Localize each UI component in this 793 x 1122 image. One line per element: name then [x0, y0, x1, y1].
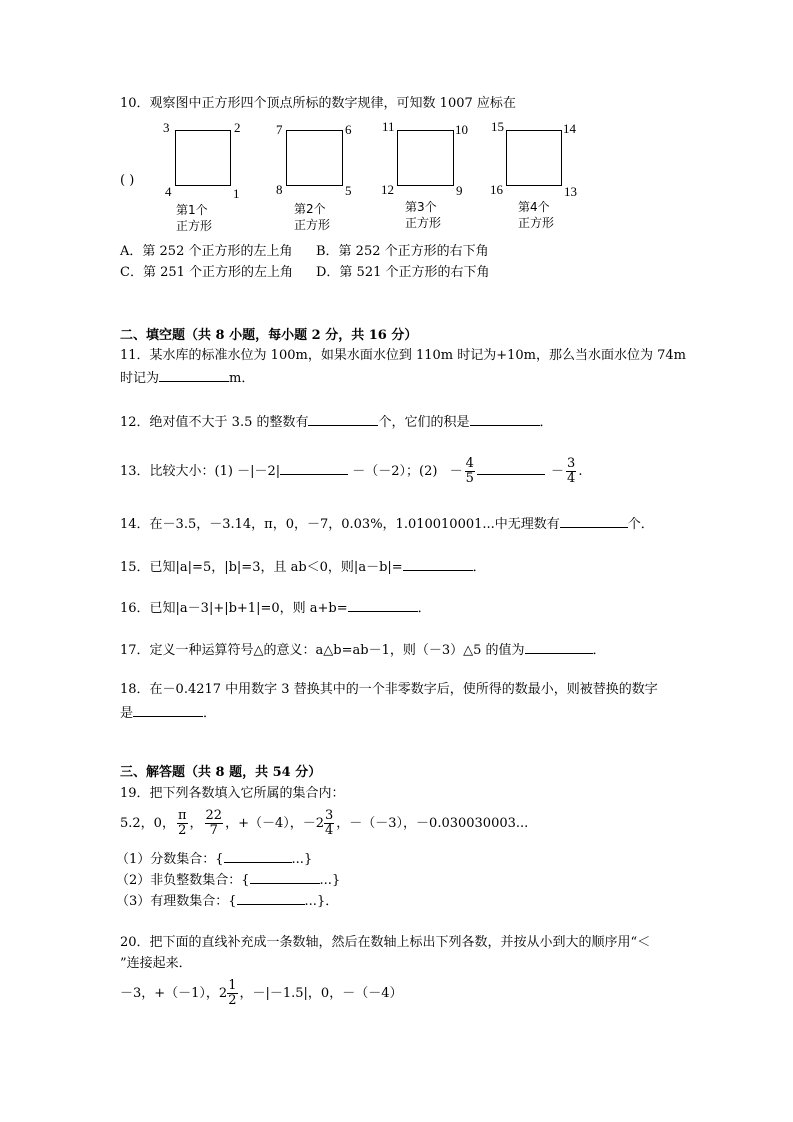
square-2-bottom-right: 5: [345, 183, 352, 198]
q12-blank-2[interactable]: [470, 411, 540, 426]
q19-7-denominator: 7: [209, 823, 218, 838]
q19-set1-suffix: ...}: [291, 852, 313, 867]
q13-fraction-1: [465, 457, 475, 486]
q19-list-part-a: 5.2，0，: [120, 816, 175, 831]
q18-line1: 18．在－0.4217 中用数字 3 替换其中的一个非零数字后，使所得的数最小，则被替换的数字: [120, 682, 658, 697]
q16-suffix: ．: [417, 601, 431, 616]
q20-list-part-a: －3，+（－1），2: [120, 986, 228, 1001]
q19-mixed-numerator: 3: [325, 808, 334, 823]
q19-list-part-b: ，+（－4），－2: [225, 816, 324, 831]
q11-answer-blank[interactable]: [159, 367, 229, 382]
square-4-top-right: 14: [563, 121, 576, 136]
q15-suffix: ．: [472, 560, 486, 575]
q13-blank-1[interactable]: [280, 460, 348, 475]
square-1: [175, 130, 231, 186]
q20-mixed-numerator: 1: [228, 978, 237, 993]
q20-number-list: [120, 975, 402, 1013]
q19-stem: 19．把下列各数填入它所属的集合内：: [120, 786, 345, 801]
q19-set1-prefix: （1）分数集合：{: [116, 852, 224, 867]
q13-blank-2[interactable]: [477, 460, 545, 475]
q11-suffix: m．: [229, 371, 255, 386]
q16: [120, 597, 431, 618]
square-3-caption-line1: 第3个: [405, 200, 437, 214]
q15-blank[interactable]: [403, 556, 473, 571]
square-1-top-left: 3: [163, 120, 170, 135]
square-2-caption-line2: 正方形: [294, 218, 331, 232]
q14: [120, 513, 654, 534]
q13-fraction-1-denominator: 5: [465, 471, 474, 486]
square-4-bottom-left: 16: [490, 182, 503, 197]
q19-set2-blank[interactable]: [250, 869, 320, 884]
square-3-caption-line2: 正方形: [405, 216, 442, 230]
q13-fraction-2-numerator: 3: [567, 456, 576, 471]
q19-22-over-7: [205, 809, 224, 838]
square-4-caption-line2: 正方形: [518, 216, 555, 230]
square-1-bottom-left: 4: [165, 184, 172, 199]
q15: [120, 556, 486, 577]
square-1-caption-line2: 正方形: [176, 219, 213, 233]
q11-line2: [120, 367, 254, 388]
q19-number-list: [120, 805, 528, 843]
square-4: [506, 130, 562, 186]
q12-blank-1[interactable]: [308, 411, 378, 426]
square-2-top-left: 7: [276, 122, 283, 137]
q19-set1-blank[interactable]: [224, 848, 292, 863]
section-2-title: 二、填空题（共 8 小题，每小题 2 分，共 16 分）: [120, 328, 418, 343]
q13-middle: －（－2）；(2): [352, 464, 438, 479]
q19-22-numerator: 22: [205, 808, 223, 823]
q19-set3-suffix: ...}．: [304, 894, 339, 909]
q19-set2-prefix: （2）非负整数集合：{: [116, 873, 250, 888]
q19-mixed-fraction: [324, 809, 334, 838]
q10-stem: 10．观察图中正方形四个顶点所标的数字规律，可知数 1007 应标在: [120, 96, 516, 111]
q19-set3-prefix: （3）有理数集合：{: [116, 894, 237, 909]
square-1-caption-line1: 第1个: [176, 203, 208, 217]
square-3-top-left: 11: [382, 119, 395, 134]
q19-list-part-c: ，－（－3），－0.030030003...: [336, 816, 529, 831]
q19-set-rationals: [116, 890, 338, 911]
square-3-bottom-right: 9: [456, 183, 463, 198]
q18-line2: [120, 702, 216, 723]
q19-pi-numerator: π: [177, 808, 187, 823]
q16-blank[interactable]: [348, 597, 418, 612]
q10-option-b: B．第 252 个正方形的右下角: [316, 244, 489, 259]
q19-set3-blank[interactable]: [237, 890, 305, 905]
q13-fraction-2-denominator: 4: [567, 471, 576, 486]
q12-middle: 个，它们的积是: [378, 415, 470, 430]
q18-blank[interactable]: [133, 702, 203, 717]
square-2-top-right: 6: [345, 122, 352, 137]
square-3-bottom-left: 12: [381, 182, 394, 197]
q14-prefix: 14．在－3.5，－3.14，π，0，－7，0.03%，1.010010001...中无理数有: [120, 517, 560, 532]
square-3-top-right: 10: [455, 122, 468, 137]
q19-set2-suffix: ...}: [319, 873, 341, 888]
q11-prefix: 时记为: [120, 371, 160, 386]
square-4-top-left: 15: [491, 119, 504, 134]
q17-suffix: ．: [592, 643, 606, 658]
q12-suffix: ．: [539, 415, 553, 430]
q13-fraction-1-numerator: 4: [465, 456, 474, 471]
square-2-caption-line1: 第2个: [294, 202, 326, 216]
square-4-bottom-right: 13: [564, 184, 577, 199]
q19-set-fractions: [116, 848, 312, 869]
q13: [120, 452, 582, 492]
q11-line1: 11．某水库的标准水位为 100m，如果水面水位到 110m 时记为+10m，那么当水面水位为 74m: [120, 348, 686, 363]
q20-line2: ”连接起来．: [120, 956, 192, 971]
q17-blank[interactable]: [525, 639, 593, 654]
q10-option-c: C．第 251 个正方形的左上角: [120, 265, 294, 280]
q13-fraction-2: [566, 457, 576, 486]
q13-prefix: 13．比较大小：(1) －|－2|: [120, 464, 281, 479]
q12: [120, 411, 553, 432]
q20-list-part-b: ，－|－1.5|，0，－（－4）: [239, 986, 403, 1001]
q13-fraction-2-sign: －: [551, 464, 565, 479]
square-1-bottom-right: 1: [233, 186, 240, 201]
q13-suffix: .: [578, 464, 583, 479]
section-3-title: 三、解答题（共 8 题，共 54 分）: [120, 765, 322, 780]
q17-prefix: 17．定义一种运算符号△的意义：a△b=ab－1，则（－3）△5 的值为: [120, 643, 525, 658]
q20-mixed-fraction: [227, 979, 237, 1008]
q14-suffix: 个．: [627, 517, 654, 532]
q13-fraction-1-sign: －: [449, 464, 463, 479]
q12-prefix: 12．绝对值不大于 3.5 的整数有: [120, 415, 309, 430]
q19-set-nonnegative-integers: [116, 869, 340, 890]
q20-line1: 20．把下面的直线补充成一条数轴，然后在数轴上标出下列各数，并按从小到大的顺序用“＜: [120, 935, 651, 950]
q10-option-d: D．第 521 个正方形的右下角: [316, 265, 490, 280]
q15-prefix: 15．已知|a|=5，|b|=3，且 ab＜0，则|a－b|=: [120, 560, 403, 575]
q20-mixed-denominator: 2: [228, 993, 237, 1008]
square-2: [286, 130, 343, 186]
square-2-bottom-left: 8: [276, 182, 283, 197]
q19-pi-denominator: 2: [178, 823, 187, 838]
q10-answer-paren: ( ): [120, 173, 135, 188]
square-4-caption-line1: 第4个: [518, 200, 550, 214]
q17: [120, 639, 606, 660]
square-3: [397, 130, 454, 186]
q18-prefix: 是: [120, 706, 134, 721]
square-1-top-right: 2: [234, 120, 241, 135]
q10-option-a: A．第 252 个正方形的左上角: [120, 244, 293, 259]
q16-prefix: 16．已知|a－3|+|b+1|=0，则 a+b=: [120, 601, 348, 616]
q18-suffix: ．: [203, 706, 217, 721]
q19-mixed-denominator: 4: [325, 823, 334, 838]
q19-comma: ，: [189, 816, 203, 831]
q14-blank[interactable]: [560, 513, 628, 528]
q19-pi-over-2: [177, 809, 188, 838]
